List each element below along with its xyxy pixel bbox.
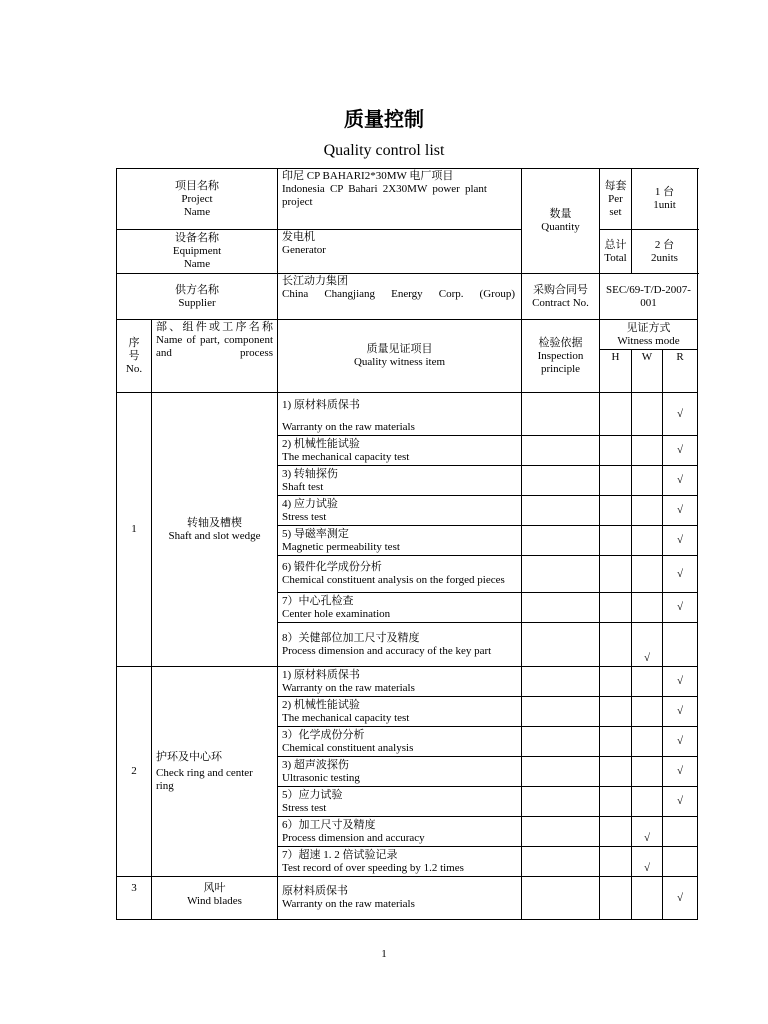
group-no-text: 2: [131, 765, 137, 777]
witness-item: [278, 697, 522, 727]
mode-w-cell: [632, 393, 663, 436]
mode-w-cell: [632, 667, 663, 697]
total-label-cn: 总计: [604, 238, 627, 251]
mode-w-cell: [632, 556, 663, 593]
col-mode-r: [663, 350, 698, 393]
mode-r-cell: [663, 556, 698, 593]
witness-item-en: Ultrasonic testing: [282, 771, 360, 784]
witness-item: [278, 847, 522, 877]
per-set-value-cell: [632, 169, 698, 230]
inspection-principle: [522, 436, 600, 466]
inspection-principle: [522, 847, 600, 877]
witness-item-cn: 3）化学成份分析: [282, 728, 365, 741]
inspection-principle: [522, 593, 600, 623]
col-mode-w-label: W: [641, 351, 653, 363]
witness-item-cn: 2) 机械性能试验: [282, 698, 360, 711]
inspection-principle: [522, 393, 600, 436]
project-value-cell: [278, 169, 522, 230]
equipment-label-en-2: Name: [183, 258, 211, 270]
col-mode-r-label: R: [676, 351, 684, 363]
mode-h-cell: [600, 787, 632, 817]
witness-item-cn: 1) 原材料质保书: [282, 668, 360, 681]
equipment-label-en: Equipment: [172, 245, 222, 257]
quantity-label-en: Quantity: [541, 221, 580, 233]
mode-h-cell: [600, 556, 632, 593]
col-basis-header: [522, 320, 600, 393]
equipment-value-en: Generator: [282, 244, 326, 256]
mode-r-cell: [663, 817, 698, 847]
mode-w-cell: [632, 526, 663, 556]
check-mark: √: [676, 504, 684, 516]
col-mode-h-label: H: [611, 351, 620, 363]
witness-item-en: The mechanical capacity test: [282, 711, 410, 724]
col-mode-w: [632, 350, 663, 393]
project-label-cell: [117, 169, 278, 230]
witness-item-en: The mechanical capacity test: [282, 450, 410, 463]
mode-h-cell: [600, 847, 632, 877]
project-label-en: Project: [181, 192, 213, 205]
witness-item-cn: 3) 转轴探伤: [282, 467, 338, 480]
total-label-cell: [600, 230, 632, 274]
mode-w-cell: [632, 496, 663, 526]
supplier-value-cn: 长江动力集团: [282, 275, 348, 287]
mode-r-cell: [663, 623, 698, 667]
col-no-en: No.: [125, 362, 143, 375]
equipment-value-cn: 发电机: [282, 231, 315, 243]
witness-item: [278, 393, 522, 436]
witness-item-cn: 7）超速 1. 2 倍试验记录: [282, 848, 398, 861]
mode-r-cell: [663, 436, 698, 466]
total-value-cell: [632, 230, 698, 274]
per-set-label-cn: 每套: [604, 179, 627, 192]
group-name-cn: 转轴及槽楔: [187, 516, 242, 529]
witness-item: [278, 526, 522, 556]
contract-value-cell: [600, 274, 698, 320]
witness-item-cn: 5）应力试验: [282, 788, 343, 801]
witness-item: [278, 556, 522, 593]
per-set-value-en: 1unit: [653, 199, 676, 211]
witness-item-en: Test record of over speeding by 1.2 times: [282, 861, 464, 874]
mode-r-cell: [663, 727, 698, 757]
mode-h-cell: [600, 817, 632, 847]
witness-item-en: Stress test: [282, 510, 327, 523]
witness-item-en: Shaft test: [282, 480, 324, 493]
contract-label-cell: [522, 274, 600, 320]
col-mode-cn: 见证方式: [626, 321, 671, 334]
mode-w-cell: [632, 593, 663, 623]
inspection-principle: [522, 817, 600, 847]
mode-w-cell: [632, 466, 663, 496]
witness-item-cn: 8）关健部位加工尺寸及精度: [282, 631, 420, 644]
witness-item-cn: 原材料质保书: [282, 885, 348, 897]
per-set-value-cn: 1 台: [654, 186, 675, 198]
mode-r-cell: [663, 593, 698, 623]
witness-item: [278, 593, 522, 623]
group-name: [152, 393, 278, 667]
inspection-principle: [522, 787, 600, 817]
project-value-cn: 印尼 CP BAHARI2*30MW 电厂项目: [282, 170, 454, 182]
mode-h-cell: [600, 436, 632, 466]
table-row: [117, 877, 698, 920]
inspection-principle: [522, 496, 600, 526]
check-mark: √: [676, 601, 684, 613]
witness-item-en: Warranty on the raw materials: [282, 898, 415, 910]
mode-r-cell: [663, 697, 698, 727]
inspection-principle: [522, 877, 600, 920]
col-mode-header: [600, 320, 698, 350]
mode-w-cell: [632, 787, 663, 817]
supplier-value-en: China Changjiang Energy Corp. (Group): [282, 288, 515, 300]
group-name: [152, 667, 278, 877]
mode-r-cell: [663, 526, 698, 556]
check-mark: √: [676, 795, 684, 807]
mode-r-cell: [663, 466, 698, 496]
check-mark: √: [676, 407, 684, 420]
col-part-header: [152, 320, 278, 393]
witness-item-en: Chemical constituent analysis: [282, 741, 414, 754]
group-no: [117, 877, 152, 920]
mode-h-cell: [600, 623, 632, 667]
col-basis-en: Inspection principle: [537, 349, 584, 375]
witness-item: [278, 727, 522, 757]
equipment-label-cn: 设备名称: [175, 232, 219, 244]
group-name-en: Wind blades: [187, 895, 242, 907]
check-mark: √: [643, 652, 651, 664]
check-mark: √: [643, 862, 651, 874]
supplier-label-cell: [117, 274, 278, 320]
quantity-label-cn: 数量: [549, 208, 572, 220]
mode-w-cell: [632, 847, 663, 877]
page-title: 质量控制: [344, 107, 424, 131]
group-no-text: 3: [131, 882, 137, 894]
group-no-text: 1: [131, 523, 137, 535]
check-mark: √: [676, 765, 684, 777]
check-mark: √: [676, 567, 684, 580]
col-item-header: [278, 320, 522, 393]
witness-item-cn: 1) 原材料质保书: [282, 399, 360, 411]
witness-item-cn: 2) 机械性能试验: [282, 437, 360, 450]
check-mark: √: [676, 444, 684, 456]
witness-item: [278, 496, 522, 526]
col-basis-cn: 检验依据: [538, 336, 583, 349]
col-mode-en: Witness mode: [617, 334, 680, 347]
mode-h-cell: [600, 466, 632, 496]
equipment-label-cell: [117, 230, 278, 274]
group-name-en: Check ring and center ring: [156, 766, 253, 792]
table-row: [117, 667, 698, 697]
witness-item-en: Magnetic permeability test: [282, 540, 400, 553]
inspection-principle: [522, 556, 600, 593]
mode-h-cell: [600, 393, 632, 436]
mode-h-cell: [600, 526, 632, 556]
witness-item: [278, 436, 522, 466]
mode-r-cell: [663, 847, 698, 877]
mode-w-cell: [632, 697, 663, 727]
group-name: [152, 877, 278, 920]
mode-w-cell: [632, 623, 663, 667]
check-mark: √: [676, 705, 684, 717]
page-number: 1: [381, 948, 387, 960]
group-name-en: Shaft and slot wedge: [168, 529, 261, 542]
total-value-cn: 2 台: [654, 238, 675, 251]
witness-item-cn: 5) 导磁率测定: [282, 527, 349, 540]
group-name-cn: 护环及中心环: [156, 750, 222, 763]
col-item-en: Quality witness item: [353, 356, 446, 368]
mode-h-cell: [600, 757, 632, 787]
mode-h-cell: [600, 697, 632, 727]
mode-h-cell: [600, 593, 632, 623]
check-mark: √: [676, 675, 684, 687]
witness-item-cn: 6）加工尺寸及精度: [282, 818, 376, 831]
project-label-cn: 项目名称: [175, 179, 219, 192]
col-no-cn-2: 号: [128, 349, 140, 362]
mode-h-cell: [600, 496, 632, 526]
group-name-cn: 风叶: [203, 882, 226, 894]
witness-item: [278, 757, 522, 787]
mode-h-cell: [600, 727, 632, 757]
mode-w-cell: [632, 757, 663, 787]
witness-item-cn: 4) 应力试验: [282, 497, 338, 510]
equipment-value-cell: [278, 230, 522, 274]
col-mode-h: [600, 350, 632, 393]
witness-item-en: Stress test: [282, 801, 327, 814]
mode-h-cell: [600, 877, 632, 920]
witness-item-en: Warranty on the raw materials: [282, 681, 415, 694]
total-value-en: 2units: [651, 251, 678, 264]
mode-w-cell: [632, 436, 663, 466]
mode-w-cell: [632, 727, 663, 757]
witness-item-en: Chemical constituent analysis on the forged pieces: [282, 574, 505, 586]
check-mark: √: [676, 891, 684, 904]
per-set-label-en: Per set: [608, 192, 623, 218]
check-mark: √: [676, 534, 684, 546]
mode-w-cell: [632, 817, 663, 847]
mode-h-cell: [600, 667, 632, 697]
project-value-en: Indonesia CP Bahari 2X30MW power plant project: [282, 183, 487, 208]
inspection-principle: [522, 623, 600, 667]
witness-item-cn: 3) 超声波探伤: [282, 758, 349, 771]
quality-control-table: [116, 168, 698, 920]
group-no: [117, 393, 152, 667]
mode-r-cell: [663, 787, 698, 817]
inspection-principle: [522, 727, 600, 757]
supplier-value-cell: [278, 274, 522, 320]
witness-item: [278, 877, 522, 920]
quantity-label-cell: [522, 169, 600, 274]
witness-item: [278, 817, 522, 847]
witness-item-en: Center hole examination: [282, 607, 391, 620]
col-item-cn: 质量见证项目: [366, 343, 433, 355]
mode-r-cell: [663, 667, 698, 697]
witness-item-cn: 7）中心孔检查: [282, 594, 354, 607]
col-part-en: Name of part, component and process: [156, 334, 273, 359]
witness-item: [278, 787, 522, 817]
witness-item: [278, 466, 522, 496]
col-no-header: [117, 320, 152, 393]
witness-item-en: Warranty on the raw materials: [282, 421, 415, 433]
col-no-cn: 序: [128, 336, 140, 349]
witness-item: [278, 667, 522, 697]
col-part-cn: 部、组件或工序名称: [156, 321, 273, 333]
contract-value: SEC/69-T/D-2007-001: [606, 283, 691, 309]
inspection-principle: [522, 757, 600, 787]
total-label-en: Total: [604, 251, 627, 264]
project-label-en-2: Name: [183, 205, 211, 218]
mode-r-cell: [663, 393, 698, 436]
table-row: [117, 393, 698, 436]
check-mark: √: [676, 735, 684, 747]
witness-item: [278, 623, 522, 667]
inspection-principle: [522, 697, 600, 727]
inspection-principle: [522, 667, 600, 697]
supplier-label-cn: 供方名称: [175, 283, 219, 296]
mode-w-cell: [632, 877, 663, 920]
inspection-principle: [522, 526, 600, 556]
contract-label-en: Contract No.: [532, 296, 589, 309]
inspection-principle: [522, 466, 600, 496]
check-mark: √: [643, 832, 651, 844]
supplier-label-en: Supplier: [178, 296, 216, 309]
witness-item-cn: 6) 锻件化学成份分析: [282, 561, 382, 573]
page-subtitle: Quality control list: [323, 142, 445, 159]
check-mark: √: [676, 474, 684, 486]
group-no: [117, 667, 152, 877]
per-set-label-cell: [600, 169, 632, 230]
witness-item-en: Process dimension and accuracy of the key part: [282, 644, 492, 657]
witness-item-en: Process dimension and accuracy: [282, 831, 425, 844]
mode-r-cell: [663, 877, 698, 920]
contract-label-cn: 采购合同号: [533, 283, 588, 296]
mode-r-cell: [663, 757, 698, 787]
mode-r-cell: [663, 496, 698, 526]
